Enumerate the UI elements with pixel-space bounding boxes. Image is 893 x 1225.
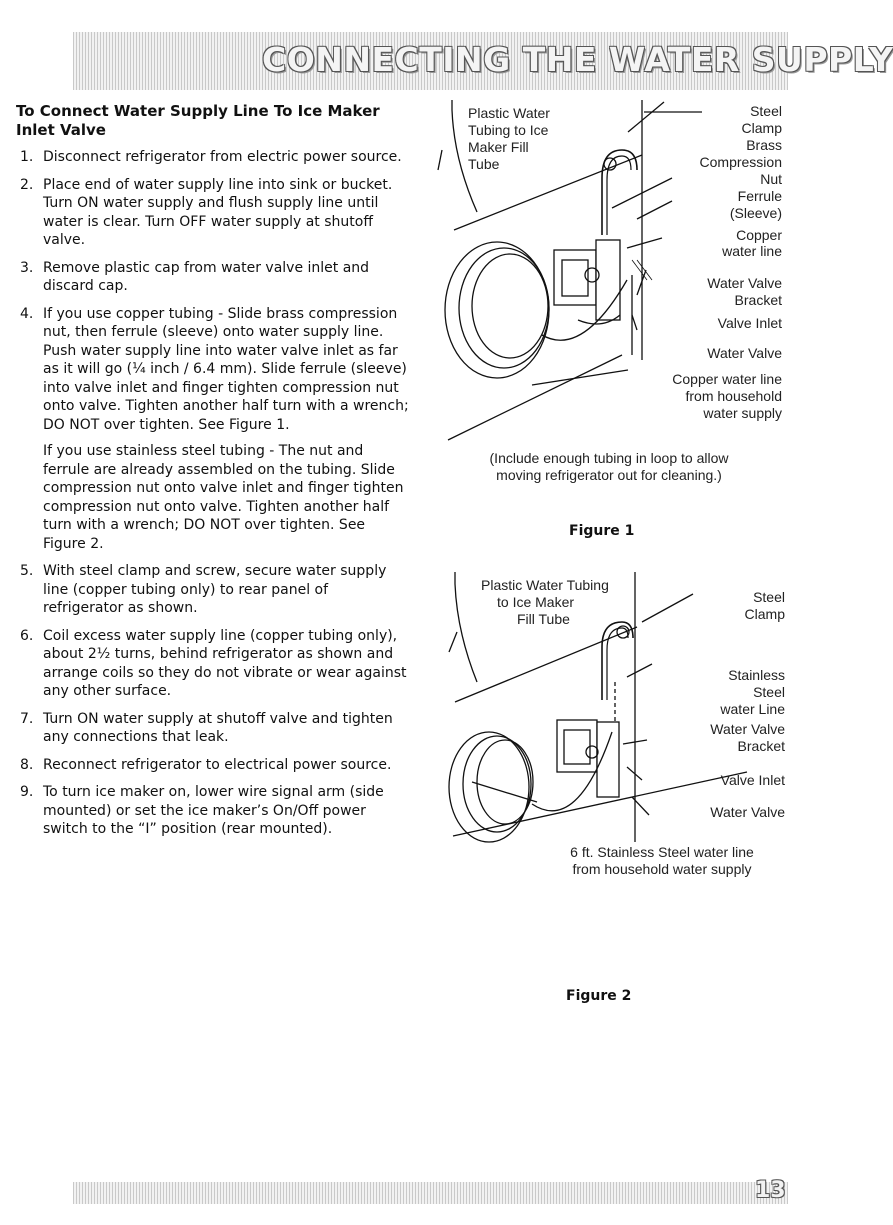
step-item <box>16 148 411 167</box>
label2-plastic-3: Fill Tube <box>517 611 570 627</box>
step-text: If you use stainless steel tubing - The nut and ferrule are already assembled on the tubing. Slide compression nut onto valve inlet and finger tighten compression nut onto valve. Tighten another half turn with a wrench; DO NOT over tighten. See Figure 2. <box>43 443 404 552</box>
step-number: 6. <box>20 627 34 644</box>
label2-water-valve: Water Valve <box>710 804 785 820</box>
page-number: 13 <box>755 1178 786 1203</box>
label-bracket-1: Water Valve <box>707 275 782 291</box>
step-text: To turn ice maker on, lower wire signal arm (side mounted) or set the ice maker’s On/Off power switch to the “I” position (rear mounted). <box>43 784 384 837</box>
label-brass-3: Nut <box>760 171 782 187</box>
step-item <box>16 305 411 554</box>
label2-plastic-2: to Ice Maker <box>497 594 575 610</box>
label2-valve-inlet: Valve Inlet <box>720 772 785 788</box>
figure-1-note-1: (Include enough tubing in loop to allow <box>489 450 729 466</box>
label2-steel-2: Clamp <box>744 606 785 622</box>
instructions-column <box>16 102 411 848</box>
step-number: 4. <box>20 305 34 322</box>
label-plastic-tube-3: Maker Fill <box>468 139 529 155</box>
label-water-valve: Water Valve <box>707 345 782 361</box>
figure-2 <box>437 572 787 877</box>
step-number: 5. <box>20 563 34 579</box>
step-item <box>16 627 411 701</box>
label-brass-2: Compression <box>699 154 782 170</box>
step-item <box>16 562 411 618</box>
label-steel-clamp-1: Steel <box>750 103 782 119</box>
figure-2-labels <box>481 577 785 820</box>
step-number: 8. <box>20 756 34 773</box>
step-text: Remove plastic cap from water valve inlet and discard cap. <box>43 259 370 294</box>
label-ferrule-2: (Sleeve) <box>729 205 782 221</box>
label2-bracket-1: Water Valve <box>710 721 785 737</box>
water-valve-body <box>554 250 596 305</box>
figure-1-caption: Figure 1 <box>569 523 635 539</box>
step-item <box>16 710 411 747</box>
label2-stainless-1: Stainless <box>728 667 785 683</box>
label2-stainless-3: water Line <box>720 701 785 717</box>
step-text: Turn ON water supply at shutoff valve and tighten any connections that leak. <box>43 710 393 745</box>
figure-2-caption: Figure 2 <box>566 988 632 1004</box>
step-text: With steel clamp and screw, secure water supply line (copper tubing only) to rear panel of refrigerator as shown. <box>43 563 387 616</box>
step-text: Coil excess water supply line (copper tubing only), about 2½ turns, behind refrigerator as shown and arrange coils so they do not vibrate or wear against any other surface. <box>43 627 407 699</box>
label2-stainless-2: Steel <box>753 684 785 700</box>
figure-2-diagram <box>437 572 787 842</box>
step-text: Place end of water supply line into sink or bucket. Turn ON water supply and flush supply line until water is clear. Turn OFF water supply at shutoff valve. <box>43 176 393 248</box>
label-brass-1: Brass <box>746 137 782 153</box>
label-household-3: water supply <box>703 405 782 421</box>
figure-1-labels <box>468 103 782 483</box>
label-steel-clamp-2: Clamp <box>741 120 782 136</box>
step-text: Disconnect refrigerator from electric power source. <box>43 149 402 165</box>
label2-household-1: 6 ft. Stainless Steel water line <box>570 844 754 860</box>
steps-list <box>16 148 411 839</box>
footer-banner <box>73 1182 788 1204</box>
step-item <box>16 783 411 839</box>
section-heading: To Connect Water Supply Line To Ice Maker Inlet Valve <box>16 102 380 139</box>
step-item <box>16 176 411 250</box>
step-number: 3. <box>20 259 34 276</box>
step-number: 7. <box>20 710 34 727</box>
step-number: 2. <box>20 176 34 193</box>
label2-steel-1: Steel <box>753 589 785 605</box>
step-number: 1. <box>20 149 34 165</box>
label2-household <box>537 844 787 878</box>
step-item <box>16 259 411 296</box>
step-text: Reconnect refrigerator to electrical power source. <box>43 756 392 773</box>
label2-plastic-1: Plastic Water Tubing <box>481 577 609 593</box>
label-bracket-2: Bracket <box>734 292 782 308</box>
label2-bracket-2: Bracket <box>737 738 785 754</box>
step-text: If you use copper tubing - Slide brass compression nut, then ferrule (sleeve) onto water supply line. Push water supply line into water valve inlet as far as it will go (¼ inch / 6.4 mm). Slide ferrule (sleeve) into valve inlet and finger tighten compression nut onto valve. Tighten another half turn with a wrench; DO NOT over tighten. See Figure 1. <box>43 305 409 433</box>
step-number: 9. <box>20 784 34 800</box>
label-plastic-tube-4: Tube <box>468 156 500 172</box>
page-title: CONNECTING THE WATER SUPPLY <box>262 40 893 79</box>
label2-household-2: from household water supply <box>572 861 752 877</box>
step-item <box>16 756 411 775</box>
label-plastic-tube-2: Tubing to Ice <box>468 122 549 138</box>
label-household-2: from household <box>685 388 782 404</box>
label-valve-inlet: Valve Inlet <box>717 315 782 331</box>
figure-1 <box>432 100 784 500</box>
label-ferrule-1: Ferrule <box>737 188 782 204</box>
label-plastic-tube-1: Plastic Water <box>468 105 550 121</box>
figure-1-note-2: moving refrigerator out for cleaning.) <box>496 467 722 483</box>
label-copper-1: Copper <box>736 227 782 243</box>
label-household-1: Copper water line <box>672 371 782 387</box>
figure-1-diagram <box>432 100 784 500</box>
label-copper-2: water line <box>722 243 782 259</box>
floor-line <box>448 355 622 440</box>
